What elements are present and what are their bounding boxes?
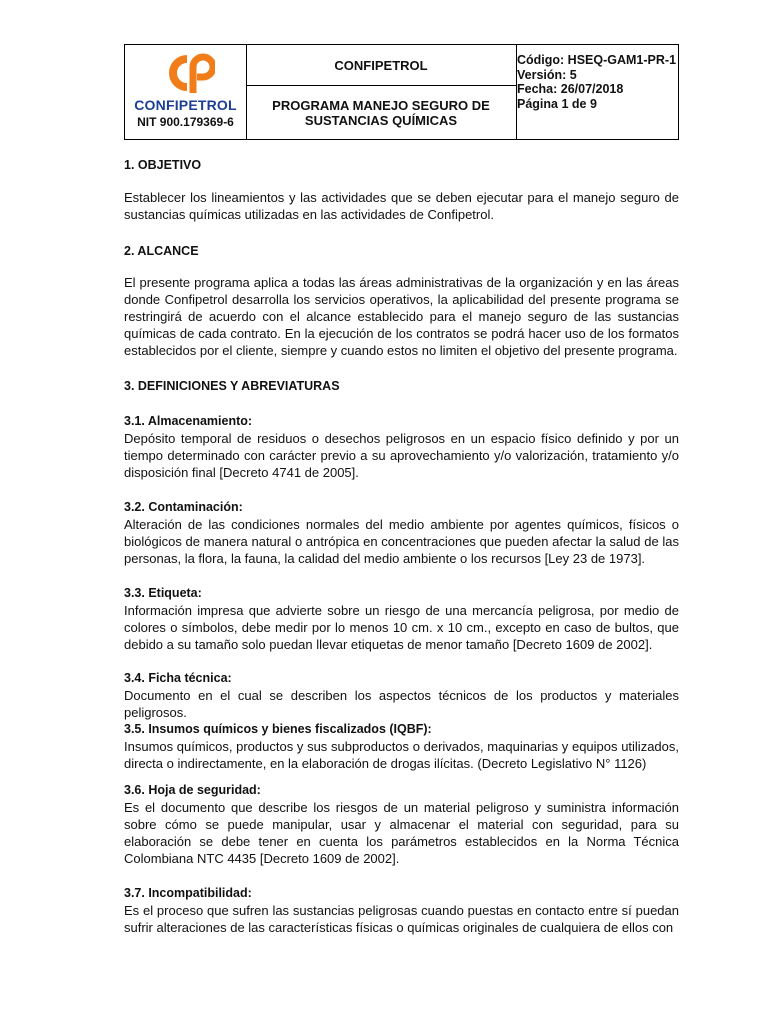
definition-title: 3.3. Etiqueta: [124, 586, 202, 600]
brand-name: CONFIPETROL [134, 97, 237, 113]
document-control-info [517, 53, 679, 111]
definition-title: 3.5. Insumos químicos y bienes fiscalizados (IQBF): [124, 722, 432, 736]
definition-text: Documento en el cual se describen los aspectos técnicos de los productos y materiales peligrosos. [124, 688, 679, 720]
section-paragraph: El presente programa aplica a todas las áreas administrativas de la organización y en las áreas donde Confipetrol desarrolla los servicios operativos, la aplicabilidad del presente programa se restringirá de acuerdo con el alcance establecido para el manejo seguro de las sustancias químicas de cada contrato. En la ejecución de los contratos se podrá hacer uso de los formatos establecidos por el cliente, siempre y cuando estos no limiten el objetivo del presente programa. [124, 275, 679, 358]
document-date: Fecha: 26/07/2018 [517, 82, 624, 96]
definition-text: Es el documento que describe los riesgos de un material peligroso y suministra información sobre cómo se puede manipular, usar y almacenar el material con seguridad, para su elaboración se debe tener en cuenta los parámetros establecidos en la Norma Técnica Colombiana NTC 4435 [Decreto 1609 de 2002]. [124, 800, 679, 866]
title-cell [246, 45, 517, 139]
section-paragraph: Establecer los lineamientos y las actividades que se deben ejecutar para el manejo seguro de sustancias químicas utilizadas en las actividades de Confipetrol. [124, 190, 679, 222]
confipetrol-logo-icon [165, 53, 215, 95]
section-heading: 3. DEFINICIONES Y ABREVIATURAS [124, 379, 340, 393]
definition-title: 3.2. Contaminación: [124, 500, 243, 514]
definition-text: Depósito temporal de residuos o desechos peligrosos en un espacio físico definido y por un tiempo determinado con carácter previo a su aprovechamiento y/o valorización, tratamiento y/o disposición final [Decreto 4741 de 2005]. [124, 431, 679, 480]
company-name: CONFIPETROL [246, 45, 516, 86]
definition-text: Insumos químicos, productos y sus subproductos o derivados, maquinarias y equipos utilizados, directa o indirectamente, en la elaboración de drogas ilícitas. (Decreto Legislativo N° 1126) [124, 739, 679, 771]
document-code: Código: HSEQ-GAM1-PR-1 [517, 53, 677, 67]
section-heading: 2. ALCANCE [124, 244, 199, 258]
section-heading: 1. OBJETIVO [124, 158, 202, 172]
logo-cell [125, 45, 247, 139]
definition-text: Alteración de las condiciones normales del medio ambiente por agentes químicos, físicos o biológicos de manera natural o antrópica en concentraciones que pueden afectar la salud de las personas, la flora, la fauna, la calidad del medio ambiente o los recursos [Ley 23 de 1973]. [124, 517, 679, 566]
definition-text: Información impresa que advierte sobre un riesgo de una mercancía peligrosa, por medio de colores o símbolos, debe medir por lo menos 10 cm. x 10 cm., excepto en caso de bultos, que debido a su tamaño solo puedan llevar etiquetas de menor tamaño [Decreto 1609 de 2002]. [124, 603, 679, 652]
definition-title: 3.7. Incompatibilidad: [124, 886, 252, 900]
nit-number: NIT 900.179369-6 [137, 115, 234, 129]
document-header-table [124, 44, 679, 140]
definition-title: 3.1. Almacenamiento: [124, 414, 253, 428]
definition-title: 3.4. Ficha técnica: [124, 671, 232, 685]
definition-title: 3.6. Hoja de seguridad: [124, 783, 261, 797]
definition-text: Es el proceso que sufren las sustancias peligrosas cuando puestas en contacto entre sí puedan sufrir alteraciones de las características físicas o químicas originales de cualquiera de ellos con [124, 903, 679, 935]
page-number: Página 1 de 9 [517, 96, 597, 111]
document-title: PROGRAMA MANEJO SEGURO DE SUSTANCIAS QUÍMICAS [272, 97, 490, 128]
document-version: Versión: 5 [517, 67, 577, 82]
